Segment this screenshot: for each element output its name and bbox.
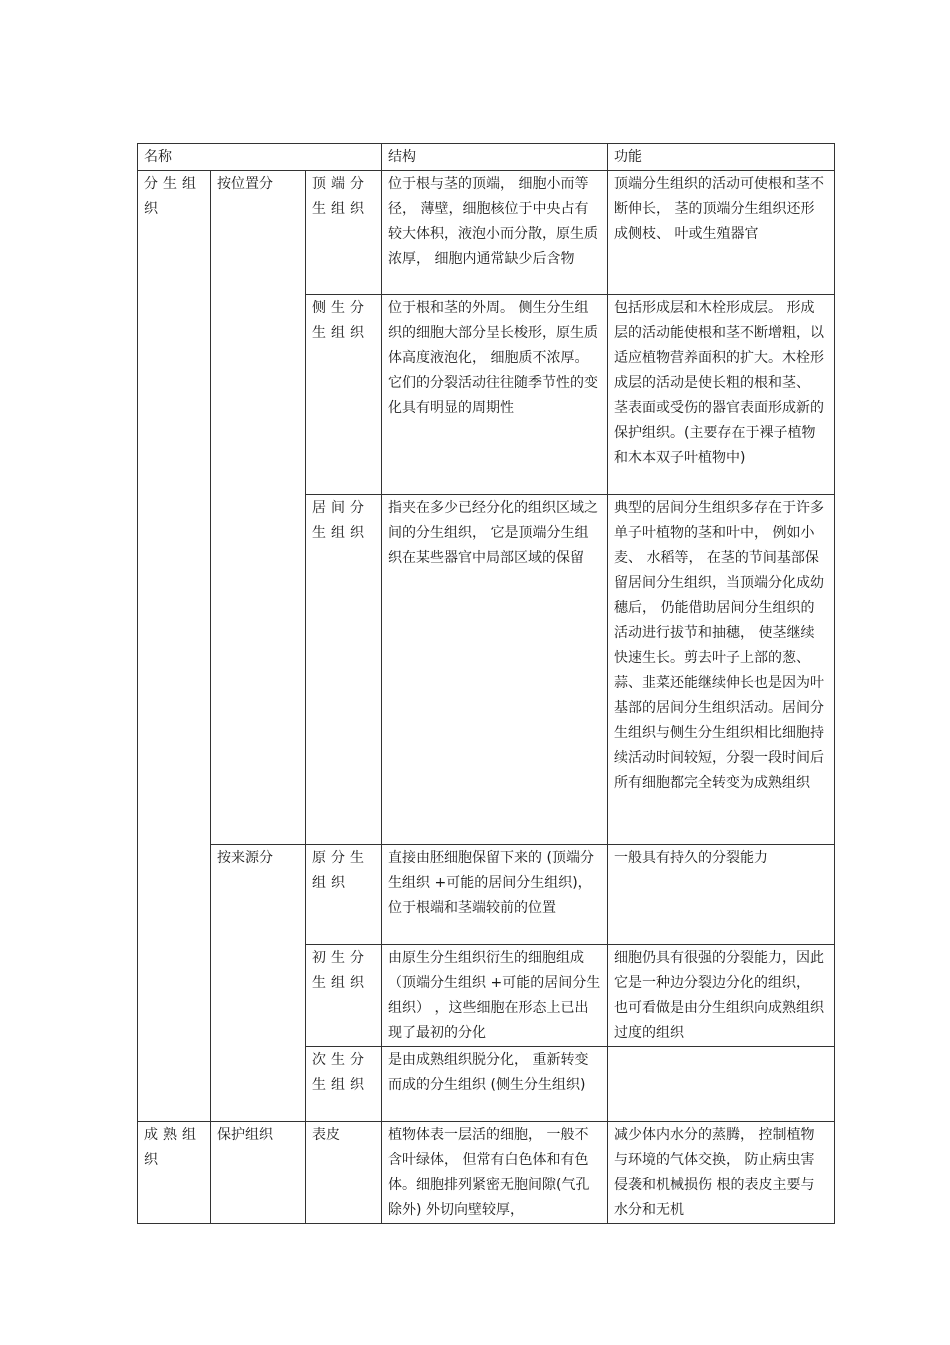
primary-meristem-structure: 由原生分生组织衍生的细胞组成（顶端分生组织 +可能的居间分生组织） ，这些细胞在形态上已出现了最初的分化 xyxy=(382,945,608,1047)
intercalary-meristem-structure: 指夹在多少已经分化的组织区域之间的分生组织， 它是顶端分生组织在某些器官中局部区域的保留 xyxy=(382,495,608,845)
table-row xyxy=(138,845,835,945)
mature-tissue-label: 成熟组织 xyxy=(138,1122,211,1224)
primary-meristem-name: 初生分生组织 xyxy=(306,945,382,1047)
table-row xyxy=(138,171,835,295)
epidermis-structure: 植物体表一层活的细胞， 一般不含叶绿体， 但常有白色体和有色体。细胞排列紧密无胞间隙(气孔除外) 外切向壁较厚， xyxy=(382,1122,608,1224)
lateral-meristem-structure: 位于根和茎的外周。 侧生分生组织的细胞大部分呈长梭形，原生质体高度液泡化， 细胞质不浓厚。它们的分裂活动往往随季节性的变化具有明显的周期性 xyxy=(382,295,608,495)
table-row xyxy=(138,1122,835,1224)
header-name: 名称 xyxy=(138,144,382,171)
promeristem-structure: 直接由胚细胞保留下来的 (顶端分生组织 +可能的居间分生组织)，位于根端和茎端较前的位置 xyxy=(382,845,608,945)
intercalary-meristem-name: 居间分生组织 xyxy=(306,495,382,845)
apical-meristem-function: 顶端分生组织的活动可使根和茎不断伸长， 茎的顶端分生组织还形成侧枝、 叶或生殖器官 xyxy=(608,171,835,295)
intercalary-meristem-function: 典型的居间分生组织多存在于许多单子叶植物的茎和叶中， 例如小麦、 水稻等， 在茎的节间基部保留居间分生组织，当顶端分化成幼穗后， 仍能借助居间分生组织的活动进行拔节和抽穗， 使茎继续快速生长。剪去叶子上部的葱、蒜、韭菜还能继续伸长也是因为叶基部的居间分生组织活动。居间分生组织与侧生分生组织相比细胞持续活动时间较短，分裂一段时间后所有细胞都完全转变为成熟组织 xyxy=(608,495,835,845)
meristem-label: 分生组织 xyxy=(138,171,211,1122)
lateral-meristem-function: 包括形成层和木栓形成层。 形成层的活动能使根和茎不断增粗，以适应植物营养面积的扩大。木栓形成层的活动是使长粗的根和茎、 茎表面或受伤的器官表面形成新的保护组织。(主要存在于裸子植物和木本双子叶植物中) xyxy=(608,295,835,495)
epidermis-function: 减少体内水分的蒸腾， 控制植物与环境的气体交换， 防止病虫害侵袭和机械损伤 根的表皮主要与水分和无机 xyxy=(608,1122,835,1224)
header-structure: 结构 xyxy=(382,144,608,171)
by-origin-label: 按来源分 xyxy=(211,845,306,1122)
promeristem-function: 一般具有持久的分裂能力 xyxy=(608,845,835,945)
apical-meristem-structure: 位于根与茎的顶端， 细胞小而等径， 薄壁，细胞核位于中央占有较大体积，液泡小而分散，原生质浓厚， 细胞内通常缺少后含物 xyxy=(382,171,608,295)
tissue-table xyxy=(137,143,835,1224)
epidermis-name: 表皮 xyxy=(306,1122,382,1224)
table-header-row xyxy=(138,144,835,171)
secondary-meristem-function xyxy=(608,1047,835,1122)
by-position-label: 按位置分 xyxy=(211,171,306,845)
secondary-meristem-name: 次生分生组织 xyxy=(306,1047,382,1122)
primary-meristem-function: 细胞仍具有很强的分裂能力，因此它是一种边分裂边分化的组织， 也可看做是由分生组织向成熟组织过度的组织 xyxy=(608,945,835,1047)
apical-meristem-name: 顶端分生组织 xyxy=(306,171,382,295)
secondary-meristem-structure: 是由成熟组织脱分化， 重新转变而成的分生组织 (侧生分生组织) xyxy=(382,1047,608,1122)
header-function: 功能 xyxy=(608,144,835,171)
protective-tissue-label: 保护组织 xyxy=(211,1122,306,1224)
promeristem-name: 原分生组织 xyxy=(306,845,382,945)
lateral-meristem-name: 侧生分生组织 xyxy=(306,295,382,495)
